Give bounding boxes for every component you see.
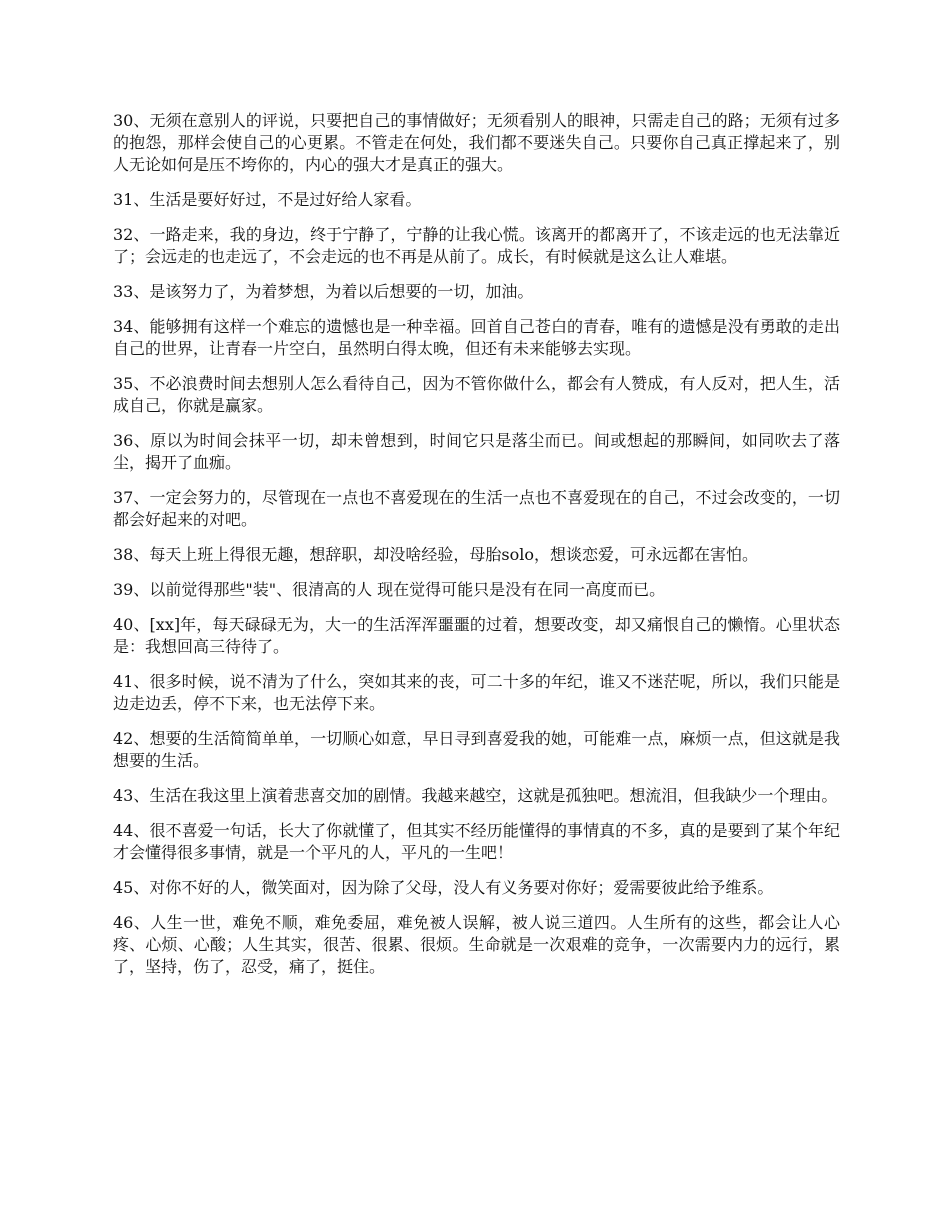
- paragraph-36: 36、原以为时间会抹平一切，却未曾想到，时间它只是落尘而已。间或想起的那瞬间，如同吹去了落尘，揭开了血痂。: [113, 431, 840, 472]
- paragraph-33: 33、是该努力了，为着梦想，为着以后想要的一切，加油。: [113, 282, 534, 301]
- paragraph-43: 43、生活在我这里上演着悲喜交加的剧情。我越来越空，这就是孤独吧。想流泪，但我缺少一个理由。: [113, 786, 838, 805]
- paragraph-34: 34、能够拥有这样一个难忘的遗憾也是一种幸福。回首自己苍白的青春，唯有的遗憾是没有勇敢的走出自己的世界，让青春一片空白，虽然明白得太晚，但还有未来能够去实现。: [113, 317, 840, 358]
- paragraph-40: 40、[xx]年，每天碌碌无为，大一的生活浑浑噩噩的过着，想要改变，却又痛恨自己的懒惰。心里状态是：我想回高三待待了。: [113, 615, 840, 656]
- paragraph-38: 38、每天上班上得很无趣，想辞职，却没啥经验，母胎solo，想谈恋爱，可永远都在害怕。: [113, 545, 758, 564]
- paragraph-44: 44、很不喜爱一句话，长大了你就懂了，但其实不经历能懂得的事情真的不多，真的是要到了某个年纪才会懂得很多事情，就是一个平凡的人，平凡的一生吧！: [113, 821, 840, 862]
- paragraph-30: 30、无须在意别人的评说，只要把自己的事情做好；无须看别人的眼神，只需走自己的路；无须有过多的抱怨，那样会使自己的心更累。不管走在何处，我们都不要迷失自己。只要你自己真正撑起来了，别人无论如何是压不垮你的，内心的强大才是真正的强大。: [113, 111, 840, 174]
- paragraph-37: 37、一定会努力的，尽管现在一点也不喜爱现在的生活一点也不喜爱现在的自己，不过会改变的，一切都会好起来的对吧。: [113, 488, 840, 529]
- paragraph-35: 35、不必浪费时间去想别人怎么看待自己，因为不管你做什么，都会有人赞成，有人反对，把人生，活成自己，你就是赢家。: [113, 374, 840, 415]
- paragraph-31: 31、生活是要好好过，不是过好给人家看。: [113, 190, 422, 209]
- paragraph-46: 46、人生一世，难免不顺，难免委屈，难免被人误解，被人说三道四。人生所有的这些，都会让人心疼、心烦、心酸；人生其实，很苦、很累、很烦。生命就是一次艰难的竞争，一次需要内力的远行，累了，坚持，伤了，忍受，痛了，挺住。: [113, 913, 840, 976]
- paragraph-45: 45、对你不好的人，微笑面对，因为除了父母，没人有义务要对你好；爱需要彼此给予维系。: [113, 878, 774, 897]
- paragraph-39: 39、以前觉得那些"装"、很清高的人 现在觉得可能只是没有在同一高度而已。: [113, 580, 666, 599]
- paragraph-32: 32、一路走来，我的身边，终于宁静了，宁静的让我心慌。该离开的都离开了，不该走远的也无法靠近了；会远走的也走远了，不会走远的也不再是从前了。成长，有时候就是这么让人难堪。: [113, 225, 840, 266]
- paragraph-42: 42、想要的生活简简单单，一切顺心如意，早日寻到喜爱我的她，可能难一点，麻烦一点，但这就是我想要的生活。: [113, 729, 840, 770]
- document-body: [113, 110, 840, 991]
- paragraph-41: 41、很多时候，说不清为了什么，突如其来的丧，可二十多的年纪，谁又不迷茫呢，所以，我们只能是边走边丢，停不下来，也无法停下来。: [113, 672, 840, 713]
